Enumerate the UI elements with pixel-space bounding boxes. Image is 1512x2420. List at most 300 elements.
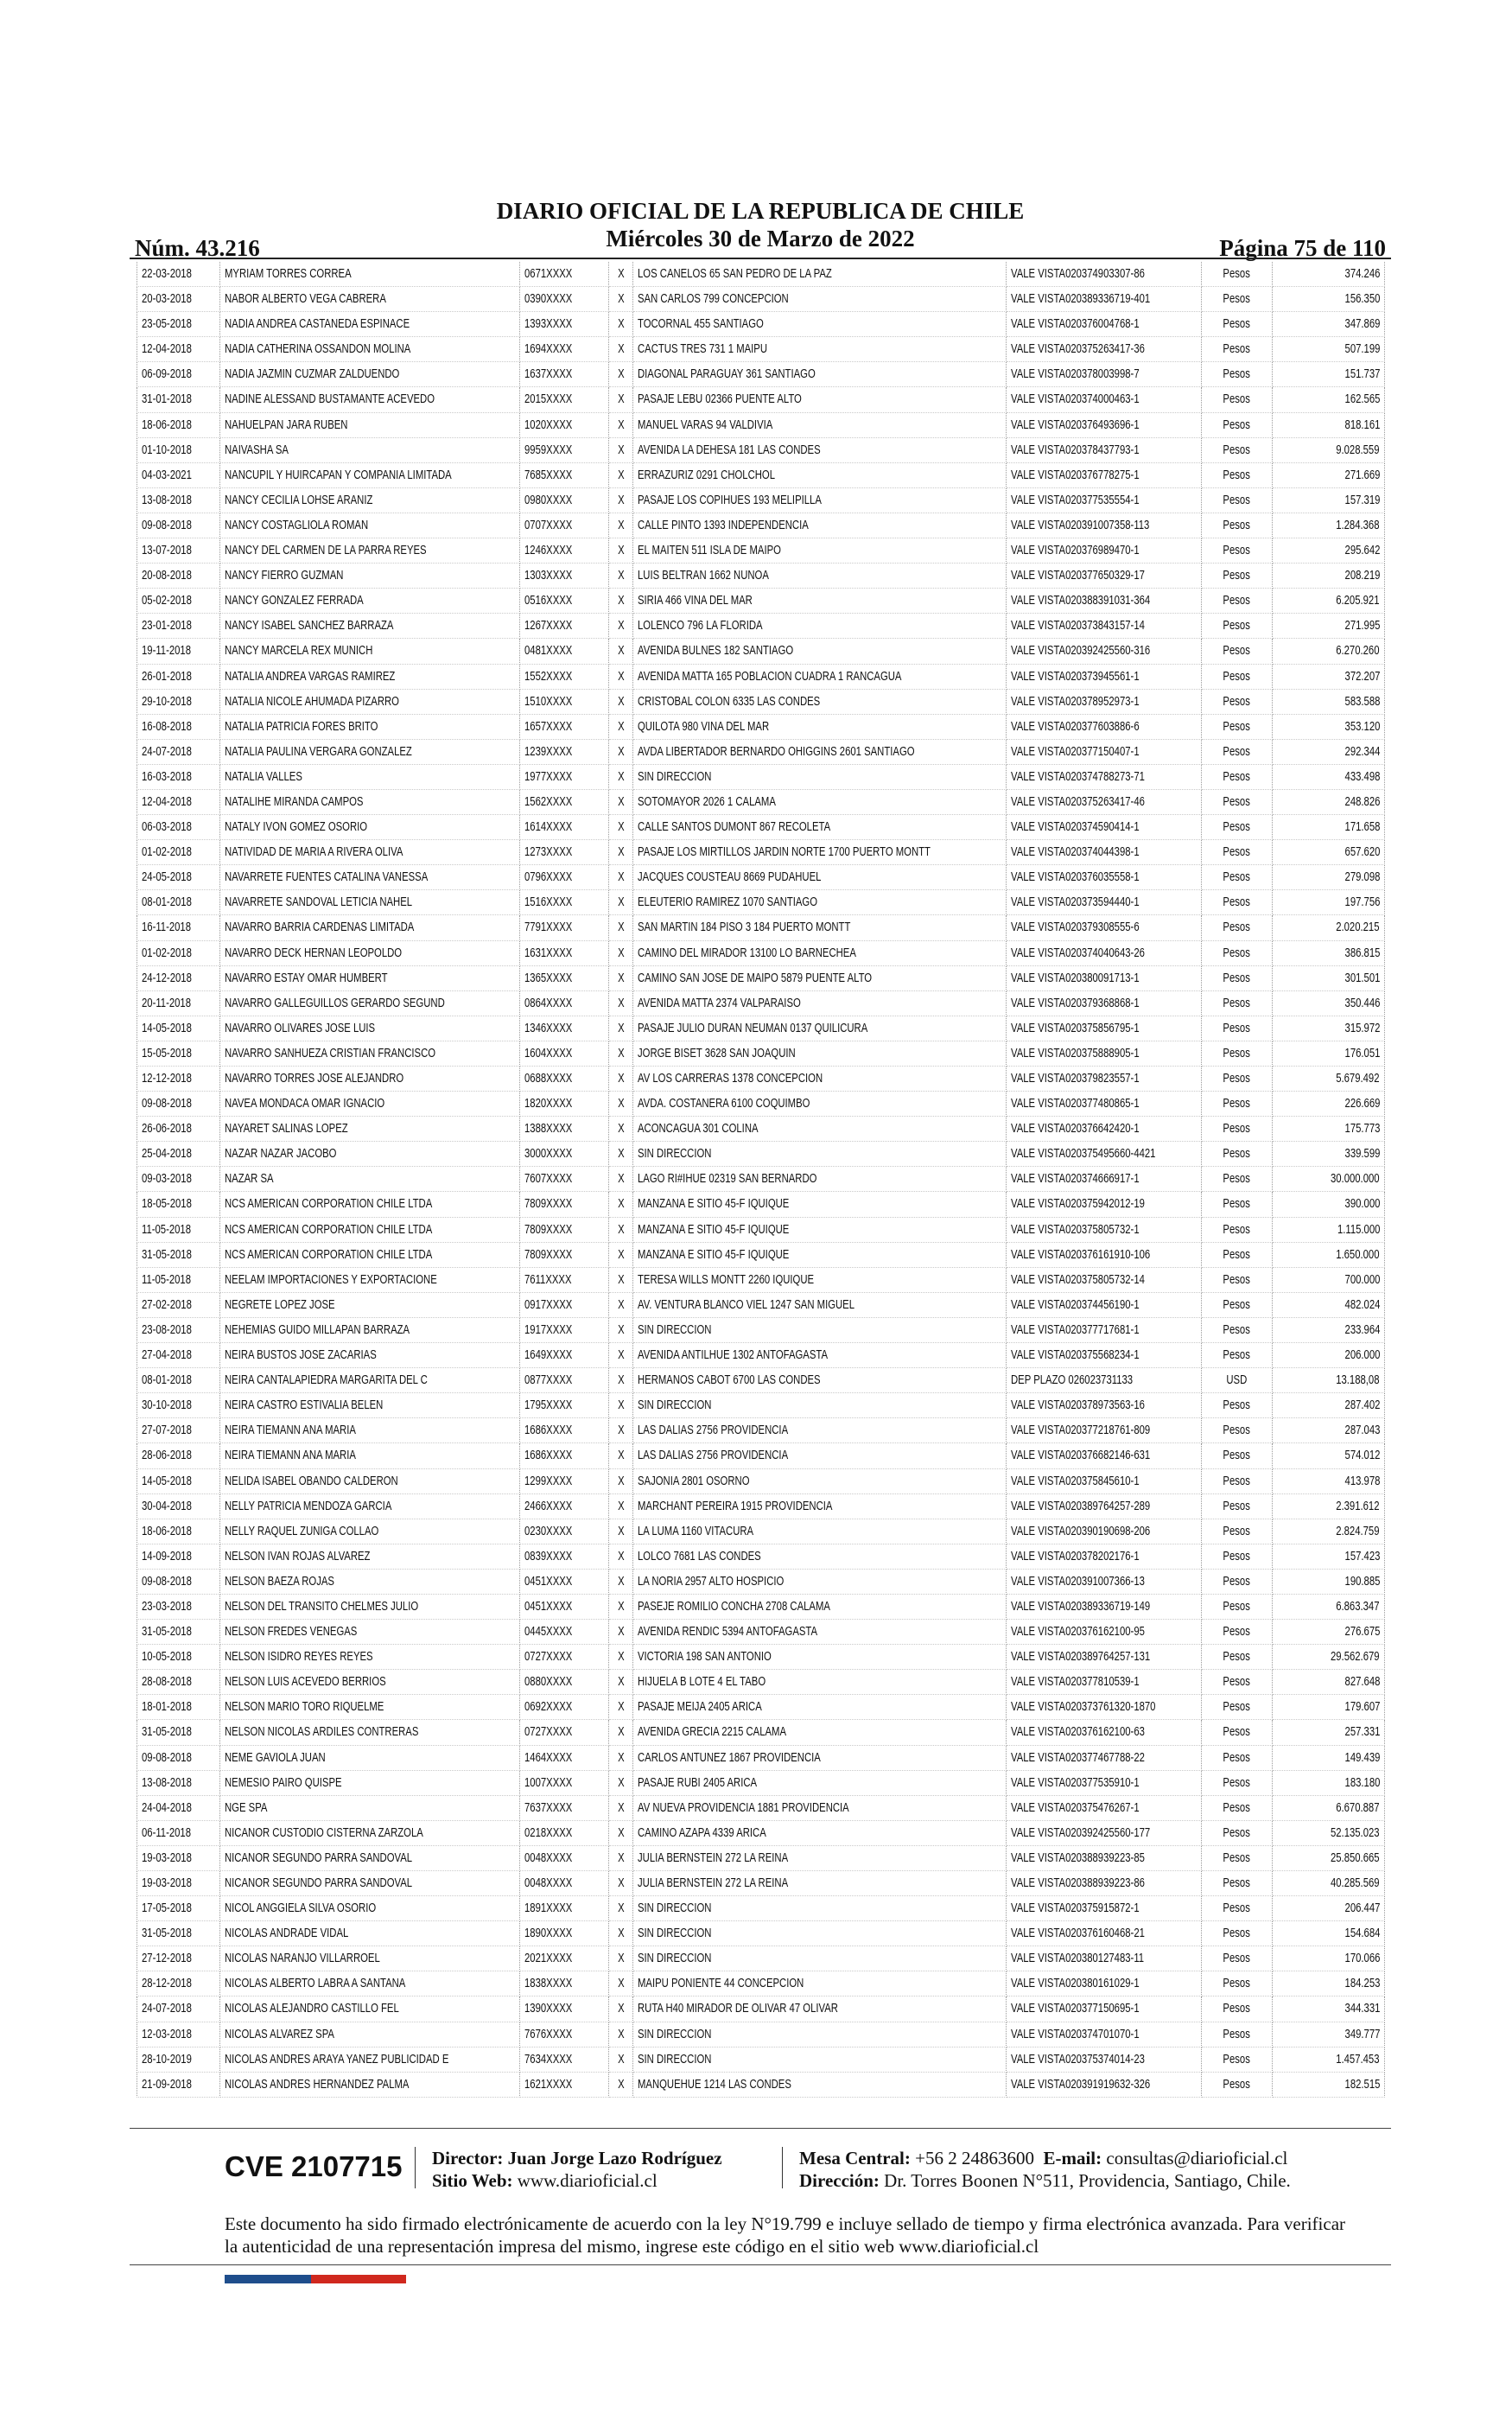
currency-cell: Pesos <box>1202 1820 1273 1845</box>
table-row <box>137 1921 1385 1946</box>
rut-cell: 1977XXXX <box>520 764 609 789</box>
footer-divider <box>782 2147 783 2188</box>
director-label: Director: <box>432 2148 504 2168</box>
rut-cell: 1657XXXX <box>520 714 609 739</box>
address-cell: SIN DIRECCION <box>633 1896 1007 1921</box>
address-cell: JORGE BISET 3628 SAN JOAQUIN <box>633 1041 1007 1066</box>
document-cell: VALE VISTA020376493696-1 <box>1007 412 1202 437</box>
rut-cell: 0727XXXX <box>520 1720 609 1745</box>
currency-cell: Pesos <box>1202 564 1273 589</box>
rut-cell: 3000XXXX <box>520 1142 609 1167</box>
currency-cell: Pesos <box>1202 1770 1273 1795</box>
mark-cell: X <box>609 689 633 714</box>
name-cell: NANCUPIL Y HUIRCAPAN Y COMPANIA LIMITADA <box>220 462 520 487</box>
document-cell: VALE VISTA020377650329-17 <box>1007 564 1202 589</box>
name-cell: NCS AMERICAN CORPORATION CHILE LTDA <box>220 1242 520 1267</box>
name-cell: NATALIA PATRICIA FORES BRITO <box>220 714 520 739</box>
currency-cell: Pesos <box>1202 940 1273 965</box>
currency-cell: Pesos <box>1202 387 1273 412</box>
table-row <box>137 614 1385 639</box>
document-cell: VALE VISTA020392425560-177 <box>1007 1820 1202 1845</box>
currency-cell: Pesos <box>1202 865 1273 890</box>
document-cell: VALE VISTA020391007358-113 <box>1007 513 1202 538</box>
name-cell: NANCY FIERRO GUZMAN <box>220 564 520 589</box>
document-cell: VALE VISTA020377535910-1 <box>1007 1770 1202 1795</box>
name-cell: NGE SPA <box>220 1795 520 1820</box>
address-cell: SIN DIRECCION <box>633 1921 1007 1946</box>
address-cell: AVENIDA LA DEHESA 181 LAS CONDES <box>633 437 1007 462</box>
date-cell: 27-04-2018 <box>137 1343 220 1368</box>
rut-cell: 1838XXXX <box>520 1971 609 1996</box>
currency-cell: Pesos <box>1202 1971 1273 1996</box>
currency-cell: Pesos <box>1202 689 1273 714</box>
mark-cell: X <box>609 940 633 965</box>
document-cell: VALE VISTA020379823557-1 <box>1007 1067 1202 1092</box>
name-cell: NADIA JAZMIN CUZMAR ZALDUENDO <box>220 362 520 387</box>
rut-cell: 7634XXXX <box>520 2047 609 2072</box>
address-cell: PASAJE LOS COPIHUES 193 MELIPILLA <box>633 487 1007 513</box>
address-cell: CARLOS ANTUNEZ 1867 PROVIDENCIA <box>633 1745 1007 1770</box>
document-cell: VALE VISTA020376989470-1 <box>1007 538 1202 564</box>
amount-cell: 190.885 <box>1273 1569 1385 1594</box>
document-cell: VALE VISTA020377467788-22 <box>1007 1745 1202 1770</box>
name-cell: NANCY GONZALEZ FERRADA <box>220 589 520 614</box>
name-cell: NAVARRO GALLEGUILLOS GERARDO SEGUND <box>220 990 520 1016</box>
document-cell: VALE VISTA020377717681-1 <box>1007 1317 1202 1342</box>
date-cell: 08-01-2018 <box>137 1368 220 1393</box>
amount-cell: 433.498 <box>1273 764 1385 789</box>
date-cell: 28-12-2018 <box>137 1971 220 1996</box>
table-row <box>137 437 1385 462</box>
table-row <box>137 589 1385 614</box>
amount-cell: 162.565 <box>1273 387 1385 412</box>
address-cell: JACQUES COUSTEAU 8669 PUDAHUEL <box>633 865 1007 890</box>
currency-cell: Pesos <box>1202 1016 1273 1041</box>
name-cell: NELIDA ISABEL OBANDO CALDERON <box>220 1468 520 1493</box>
rut-cell: 1891XXXX <box>520 1896 609 1921</box>
date-cell: 09-08-2018 <box>137 1569 220 1594</box>
document-cell: VALE VISTA020389764257-131 <box>1007 1645 1202 1670</box>
currency-cell: Pesos <box>1202 1996 1273 2022</box>
mark-cell: X <box>609 1368 633 1393</box>
date-cell: 11-05-2018 <box>137 1267 220 1292</box>
rut-cell: 7676XXXX <box>520 2022 609 2047</box>
mark-cell: X <box>609 1317 633 1342</box>
currency-cell: Pesos <box>1202 664 1273 689</box>
table-row <box>137 1996 1385 2022</box>
document-cell: VALE VISTA020375915872-1 <box>1007 1896 1202 1921</box>
name-cell: NEIRA CANTALAPIEDRA MARGARITA DEL C <box>220 1368 520 1393</box>
table-row <box>137 865 1385 890</box>
address-cell: EL MAITEN 511 ISLA DE MAIPO <box>633 538 1007 564</box>
address-cell: AV LOS CARRERAS 1378 CONCEPCION <box>633 1067 1007 1092</box>
table-row <box>137 1368 1385 1393</box>
currency-cell: Pesos <box>1202 890 1273 915</box>
name-cell: NATALY IVON GOMEZ OSORIO <box>220 815 520 840</box>
date-cell: 06-09-2018 <box>137 362 220 387</box>
table-row <box>137 1192 1385 1217</box>
name-cell: NICOLAS ALBERTO LABRA A SANTANA <box>220 1971 520 1996</box>
amount-cell: 818.161 <box>1273 412 1385 437</box>
date-cell: 23-05-2018 <box>137 312 220 337</box>
date-cell: 09-08-2018 <box>137 513 220 538</box>
rut-cell: 0445XXXX <box>520 1620 609 1645</box>
table-row <box>137 1167 1385 1192</box>
address-cell: PASAJE MEIJA 2405 ARICA <box>633 1695 1007 1720</box>
currency-cell: Pesos <box>1202 1343 1273 1368</box>
document-cell: VALE VISTA020375888905-1 <box>1007 1041 1202 1066</box>
amount-cell: 657.620 <box>1273 840 1385 865</box>
amount-cell: 206.000 <box>1273 1343 1385 1368</box>
amount-cell: 40.285.569 <box>1273 1871 1385 1896</box>
date-cell: 18-06-2018 <box>137 412 220 437</box>
date-cell: 24-05-2018 <box>137 865 220 890</box>
name-cell: NANCY ISABEL SANCHEZ BARRAZA <box>220 614 520 639</box>
amount-cell: 390.000 <box>1273 1192 1385 1217</box>
table-row <box>137 1845 1385 1870</box>
document-cell: VALE VISTA020380091713-1 <box>1007 965 1202 990</box>
address-cell: LOS CANELOS 65 SAN PEDRO DE LA PAZ <box>633 262 1007 287</box>
table-row <box>137 764 1385 789</box>
currency-cell: Pesos <box>1202 1493 1273 1519</box>
date-cell: 28-08-2018 <box>137 1670 220 1695</box>
date-cell: 24-07-2018 <box>137 1996 220 2022</box>
date-cell: 04-03-2021 <box>137 462 220 487</box>
table-row <box>137 714 1385 739</box>
amount-cell: 574.012 <box>1273 1443 1385 1468</box>
rut-cell: 7611XXXX <box>520 1267 609 1292</box>
mark-cell: X <box>609 1896 633 1921</box>
rut-cell: 1510XXXX <box>520 689 609 714</box>
mark-cell: X <box>609 589 633 614</box>
name-cell: NICOL ANGGIELA SILVA OSORIO <box>220 1896 520 1921</box>
name-cell: NADIA CATHERINA OSSANDON MOLINA <box>220 337 520 362</box>
amount-cell: 583.588 <box>1273 689 1385 714</box>
address-cell: AVENIDA ANTILHUE 1302 ANTOFAGASTA <box>633 1343 1007 1368</box>
currency-cell: Pesos <box>1202 287 1273 312</box>
sitio-link[interactable]: www.diarioficial.cl <box>517 2170 658 2191</box>
name-cell: NICANOR SEGUNDO PARRA SANDOVAL <box>220 1871 520 1896</box>
currency-cell: Pesos <box>1202 1594 1273 1619</box>
currency-cell: Pesos <box>1202 1418 1273 1443</box>
document-cell: VALE VISTA020392425560-316 <box>1007 639 1202 664</box>
mark-cell: X <box>609 714 633 739</box>
amount-cell: 353.120 <box>1273 714 1385 739</box>
currency-cell: Pesos <box>1202 487 1273 513</box>
address-cell: SIN DIRECCION <box>633 1142 1007 1167</box>
name-cell: NICOLAS ALEJANDRO CASTILLO FEL <box>220 1996 520 2022</box>
date-cell: 18-01-2018 <box>137 1695 220 1720</box>
amount-cell: 315.972 <box>1273 1016 1385 1041</box>
mesa-label: Mesa Central: <box>799 2148 911 2168</box>
document-cell: VALE VISTA020391007366-13 <box>1007 1569 1202 1594</box>
address-cell: SAJONIA 2801 OSORNO <box>633 1468 1007 1493</box>
address-cell: CALLE PINTO 1393 INDEPENDENCIA <box>633 513 1007 538</box>
table-row <box>137 789 1385 814</box>
currency-cell: Pesos <box>1202 362 1273 387</box>
signature-notice: Este documento ha sido firmado electrónicamente de acuerdo con la ley N°19.799 e incluye sellado de tiempo y firma electrónica avanzada. Para verificar la autenticidad de una representación impresa del mismo, ingrese este código en el sitio web www.diarioficial.cl <box>225 2213 1346 2257</box>
currency-cell: Pesos <box>1202 1443 1273 1468</box>
amount-cell: 170.066 <box>1273 1946 1385 1971</box>
currency-cell: Pesos <box>1202 1695 1273 1720</box>
date-cell: 09-03-2018 <box>137 1167 220 1192</box>
email-link[interactable]: consultas@diarioficial.cl <box>1106 2148 1288 2168</box>
rut-cell: 0671XXXX <box>520 262 609 287</box>
table-row <box>137 1041 1385 1066</box>
document-cell: VALE VISTA020378973563-16 <box>1007 1393 1202 1418</box>
date-cell: 28-10-2019 <box>137 2047 220 2072</box>
rut-cell: 1239XXXX <box>520 739 609 764</box>
amount-cell: 1.457.453 <box>1273 2047 1385 2072</box>
table-row <box>137 1720 1385 1745</box>
payments-table <box>137 262 1385 2098</box>
rut-cell: 1649XXXX <box>520 1343 609 1368</box>
table-row <box>137 1569 1385 1594</box>
document-cell: VALE VISTA020375476267-1 <box>1007 1795 1202 1820</box>
name-cell: NADIA ANDREA CASTANEDA ESPINACE <box>220 312 520 337</box>
date-cell: 10-05-2018 <box>137 1645 220 1670</box>
date-cell: 26-01-2018 <box>137 664 220 689</box>
address-cell: LUIS BELTRAN 1662 NUNOA <box>633 564 1007 589</box>
currency-cell: Pesos <box>1202 1292 1273 1317</box>
date-cell: 09-08-2018 <box>137 1092 220 1117</box>
name-cell: NAVARRO ESTAY OMAR HUMBERT <box>220 965 520 990</box>
address-cell: MANZANA E SITIO 45-F IQUIQUE <box>633 1217 1007 1242</box>
mark-cell: X <box>609 1519 633 1544</box>
mark-cell: X <box>609 840 633 865</box>
mark-cell: X <box>609 789 633 814</box>
date-cell: 17-05-2018 <box>137 1896 220 1921</box>
address-cell: VICTORIA 198 SAN ANTONIO <box>633 1645 1007 1670</box>
rut-cell: 0864XXXX <box>520 990 609 1016</box>
mark-cell: X <box>609 1167 633 1192</box>
document-cell: VALE VISTA020378437793-1 <box>1007 437 1202 462</box>
rut-cell: 0481XXXX <box>520 639 609 664</box>
address-cell: SIN DIRECCION <box>633 2047 1007 2072</box>
table-row <box>137 1745 1385 1770</box>
document-cell: VALE VISTA020377603886-6 <box>1007 714 1202 739</box>
address-cell: PASAJE RUBI 2405 ARICA <box>633 1770 1007 1795</box>
name-cell: NICANOR CUSTODIO CISTERNA ZARZOLA <box>220 1820 520 1845</box>
name-cell: NEME GAVIOLA JUAN <box>220 1745 520 1770</box>
document-cell: VALE VISTA020373843157-14 <box>1007 614 1202 639</box>
mark-cell: X <box>609 990 633 1016</box>
rut-cell: 7607XXXX <box>520 1167 609 1192</box>
name-cell: NAVEA MONDACA OMAR IGNACIO <box>220 1092 520 1117</box>
address-cell: AVDA. COSTANERA 6100 COQUIMBO <box>633 1092 1007 1117</box>
mark-cell: X <box>609 890 633 915</box>
currency-cell: Pesos <box>1202 1142 1273 1167</box>
document-cell: VALE VISTA020380161029-1 <box>1007 1971 1202 1996</box>
amount-cell: 6.670.887 <box>1273 1795 1385 1820</box>
date-cell: 23-03-2018 <box>137 1594 220 1619</box>
amount-cell: 372.207 <box>1273 664 1385 689</box>
address-cell: AVENIDA MATTA 165 POBLACION CUADRA 1 RANCAGUA <box>633 664 1007 689</box>
date-cell: 30-10-2018 <box>137 1393 220 1418</box>
table-row <box>137 1418 1385 1443</box>
document-cell: VALE VISTA020380127483-11 <box>1007 1946 1202 1971</box>
name-cell: NATALIA NICOLE AHUMADA PIZARRO <box>220 689 520 714</box>
rut-cell: 0451XXXX <box>520 1569 609 1594</box>
mark-cell: X <box>609 564 633 589</box>
mark-cell: X <box>609 2047 633 2072</box>
amount-cell: 2.391.612 <box>1273 1493 1385 1519</box>
name-cell: NELSON BAEZA ROJAS <box>220 1569 520 1594</box>
mark-cell: X <box>609 1544 633 1569</box>
date-cell: 06-03-2018 <box>137 815 220 840</box>
mark-cell: X <box>609 1720 633 1745</box>
document-cell: VALE VISTA020377150695-1 <box>1007 1996 1202 2022</box>
table-row <box>137 1594 1385 1619</box>
rut-cell: 0048XXXX <box>520 1845 609 1870</box>
rut-cell: 2021XXXX <box>520 1946 609 1971</box>
document-cell: VALE VISTA020374000463-1 <box>1007 387 1202 412</box>
amount-cell: 5.679.492 <box>1273 1067 1385 1092</box>
amount-cell: 25.850.665 <box>1273 1845 1385 1870</box>
amount-cell: 374.246 <box>1273 262 1385 287</box>
date-cell: 27-12-2018 <box>137 1946 220 1971</box>
document-cell: VALE VISTA020379368868-1 <box>1007 990 1202 1016</box>
mark-cell: X <box>609 1092 633 1117</box>
document-cell: VALE VISTA020375805732-14 <box>1007 1267 1202 1292</box>
amount-cell: 52.135.023 <box>1273 1820 1385 1845</box>
amount-cell: 279.098 <box>1273 865 1385 890</box>
date-cell: 24-07-2018 <box>137 739 220 764</box>
table-row <box>137 739 1385 764</box>
table-row <box>137 639 1385 664</box>
date-cell: 01-02-2018 <box>137 940 220 965</box>
currency-cell: Pesos <box>1202 337 1273 362</box>
rut-cell: 0877XXXX <box>520 1368 609 1393</box>
table-row <box>137 1670 1385 1695</box>
date-cell: 12-04-2018 <box>137 337 220 362</box>
mark-cell: X <box>609 1971 633 1996</box>
amount-cell: 413.978 <box>1273 1468 1385 1493</box>
amount-cell: 339.599 <box>1273 1142 1385 1167</box>
name-cell: NATALIA VALLES <box>220 764 520 789</box>
rut-cell: 1604XXXX <box>520 1041 609 1066</box>
document-cell: VALE VISTA020373761320-1870 <box>1007 1695 1202 1720</box>
amount-cell: 507.199 <box>1273 337 1385 362</box>
currency-cell: Pesos <box>1202 1217 1273 1242</box>
table-row <box>137 1695 1385 1720</box>
amount-cell: 184.253 <box>1273 1971 1385 1996</box>
amount-cell: 30.000.000 <box>1273 1167 1385 1192</box>
rut-cell: 1686XXXX <box>520 1443 609 1468</box>
name-cell: NICOLAS ANDRES ARAYA YANEZ PUBLICIDAD E <box>220 2047 520 2072</box>
document-cell: VALE VISTA020375845610-1 <box>1007 1468 1202 1493</box>
document-cell: VALE VISTA020376642420-1 <box>1007 1117 1202 1142</box>
currency-cell: Pesos <box>1202 1192 1273 1217</box>
date-cell: 11-05-2018 <box>137 1217 220 1242</box>
document-cell: VALE VISTA020390190698-206 <box>1007 1519 1202 1544</box>
table-row <box>137 689 1385 714</box>
address-cell: LA NORIA 2957 ALTO HOSPICIO <box>633 1569 1007 1594</box>
name-cell: NAVARRO TORRES JOSE ALEJANDRO <box>220 1067 520 1092</box>
mark-cell: X <box>609 1996 633 2022</box>
address-cell: TOCORNAL 455 SANTIAGO <box>633 312 1007 337</box>
mark-cell: X <box>609 1770 633 1795</box>
name-cell: NATALIHE MIRANDA CAMPOS <box>220 789 520 814</box>
document-cell: VALE VISTA020375942012-19 <box>1007 1192 1202 1217</box>
rut-cell: 1393XXXX <box>520 312 609 337</box>
date-cell: 31-05-2018 <box>137 1921 220 1946</box>
address-cell: LOLENCO 796 LA FLORIDA <box>633 614 1007 639</box>
date-cell: 23-08-2018 <box>137 1317 220 1342</box>
address-cell: PASAJE LEBU 02366 PUENTE ALTO <box>633 387 1007 412</box>
currency-cell: Pesos <box>1202 462 1273 487</box>
rut-cell: 1890XXXX <box>520 1921 609 1946</box>
rut-cell: 7809XXXX <box>520 1242 609 1267</box>
address-cell: ACONCAGUA 301 COLINA <box>633 1117 1007 1142</box>
amount-cell: 29.562.679 <box>1273 1645 1385 1670</box>
table-row <box>137 840 1385 865</box>
amount-cell: 287.043 <box>1273 1418 1385 1443</box>
document-cell: VALE VISTA020374456190-1 <box>1007 1292 1202 1317</box>
name-cell: NATIVIDAD DE MARIA A RIVERA OLIVA <box>220 840 520 865</box>
table-row <box>137 1343 1385 1368</box>
table-row <box>137 1267 1385 1292</box>
footer-divider <box>415 2147 416 2188</box>
amount-cell: 208.219 <box>1273 564 1385 589</box>
name-cell: NAVARRETE FUENTES CATALINA VANESSA <box>220 865 520 890</box>
mark-cell: X <box>609 538 633 564</box>
amount-cell: 13.188,08 <box>1273 1368 1385 1393</box>
name-cell: NAVARRETE SANDOVAL LETICIA NAHEL <box>220 890 520 915</box>
currency-cell: Pesos <box>1202 965 1273 990</box>
name-cell: MYRIAM TORRES CORREA <box>220 262 520 287</box>
name-cell: NAHUELPAN JARA RUBEN <box>220 412 520 437</box>
name-cell: NANCY MARCELA REX MUNICH <box>220 639 520 664</box>
currency-cell: Pesos <box>1202 1167 1273 1192</box>
currency-cell: Pesos <box>1202 815 1273 840</box>
document-cell: VALE VISTA020388391031-364 <box>1007 589 1202 614</box>
address-cell: AVDA LIBERTADOR BERNARDO OHIGGINS 2601 SANTIAGO <box>633 739 1007 764</box>
currency-cell: Pesos <box>1202 1720 1273 1745</box>
page-number: Página 75 de 110 <box>1219 235 1386 261</box>
rut-cell: 1365XXXX <box>520 965 609 990</box>
address-cell: SIN DIRECCION <box>633 2022 1007 2047</box>
mark-cell: X <box>609 614 633 639</box>
rut-cell: 0707XXXX <box>520 513 609 538</box>
mark-cell: X <box>609 815 633 840</box>
amount-cell: 1.115.000 <box>1273 1217 1385 1242</box>
issue-number: Núm. 43.216 <box>135 235 260 261</box>
address-cell: SAN MARTIN 184 PISO 3 184 PUERTO MONTT <box>633 915 1007 940</box>
name-cell: NEIRA TIEMANN ANA MARIA <box>220 1443 520 1468</box>
name-cell: NEHEMIAS GUIDO MILLAPAN BARRAZA <box>220 1317 520 1342</box>
date-cell: 26-06-2018 <box>137 1117 220 1142</box>
mark-cell: X <box>609 1217 633 1242</box>
mark-cell: X <box>609 739 633 764</box>
document-cell: VALE VISTA020376778275-1 <box>1007 462 1202 487</box>
name-cell: NELLY RAQUEL ZUNIGA COLLAO <box>220 1519 520 1544</box>
currency-cell: Pesos <box>1202 2022 1273 2047</box>
rut-cell: 0048XXXX <box>520 1871 609 1896</box>
header-rule <box>130 258 1391 259</box>
rut-cell: 1637XXXX <box>520 362 609 387</box>
amount-cell: 700.000 <box>1273 1267 1385 1292</box>
table-row <box>137 1443 1385 1468</box>
mark-cell: X <box>609 764 633 789</box>
amount-cell: 248.826 <box>1273 789 1385 814</box>
table-body <box>137 262 1385 2097</box>
amount-cell: 176.051 <box>1273 1041 1385 1066</box>
currency-cell: Pesos <box>1202 1896 1273 1921</box>
name-cell: NATALIA ANDREA VARGAS RAMIREZ <box>220 664 520 689</box>
currency-cell: Pesos <box>1202 639 1273 664</box>
address-cell: LOLCO 7681 LAS CONDES <box>633 1544 1007 1569</box>
